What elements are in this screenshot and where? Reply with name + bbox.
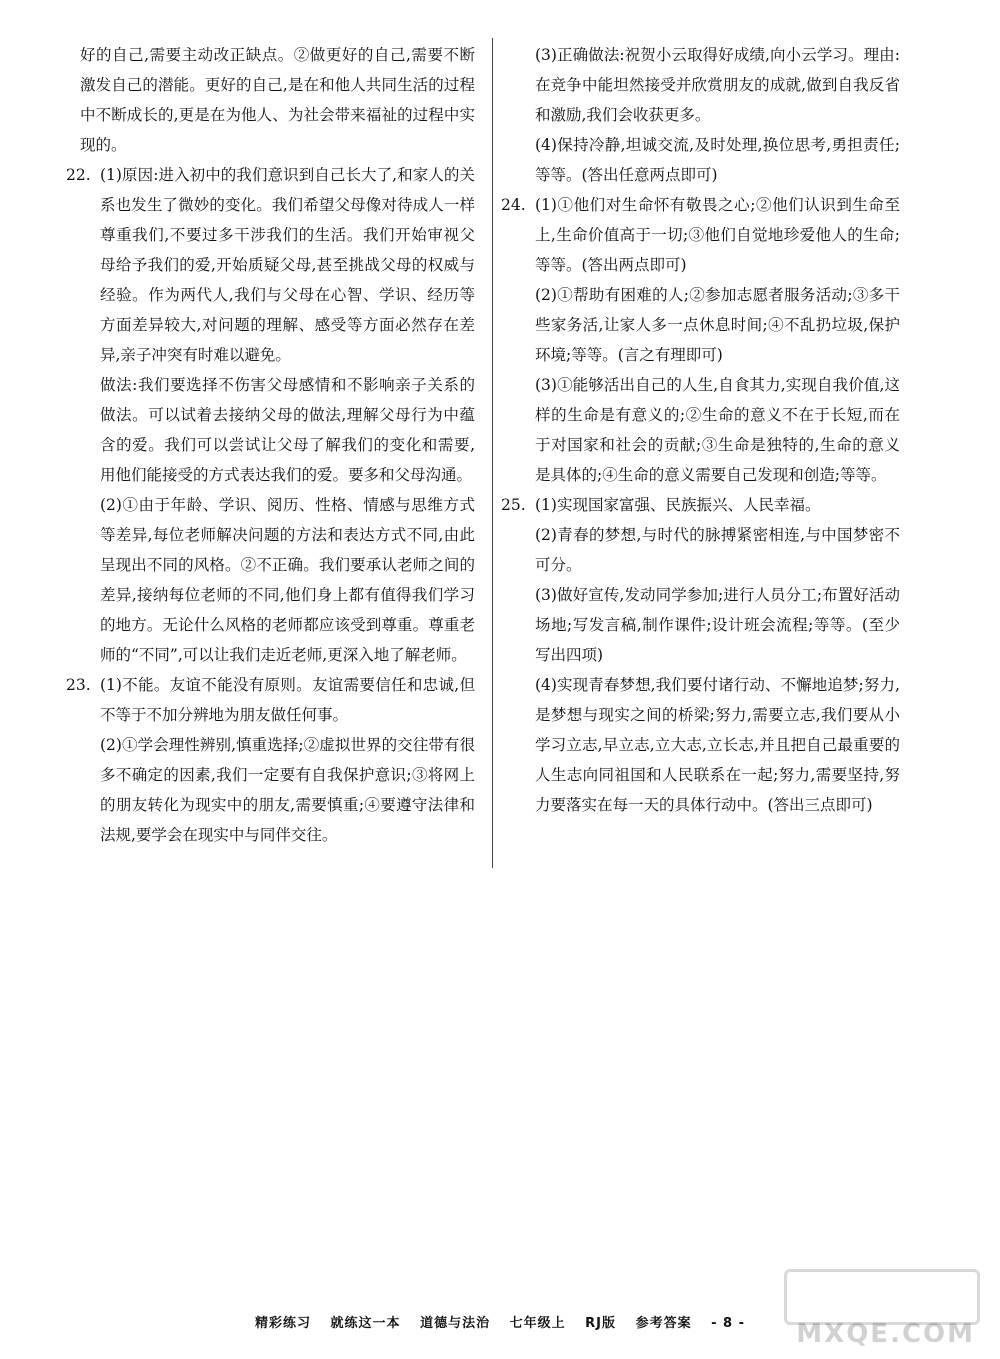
- answer-part-2: (2)①帮助有困难的人;②参加志愿者服务活动;③多干些家务活,让家人多一点休息时间;④不乱扔垃圾,保护环境;等等。(言之有理即可): [535, 286, 900, 364]
- footer-section: 参考答案: [635, 1316, 692, 1331]
- right-column: [501, 40, 900, 820]
- answer-part-1-method: 做法:我们要选择不伤害父母感情和不影响亲子关系的做法。可以试着去接纳父母的做法,理解父母行为中蕴含的爱。我们可以尝试让父母了解我们的变化和需要,用他们能接受的方式表达我们的爱。要多和父母沟通。: [100, 376, 475, 484]
- answer-part-1: (1)原因:进入初中的我们意识到自己长大了,和家人的关系也发生了微妙的变化。我们希望父母像对待成人一样尊重我们,不要过多干涉我们的生活。我们开始审视父母给予我们的爱,开始质疑父母,甚至挑战父母的权威与经验。作为两代人,我们与父母在心智、学识、经历等方面差异较大,对问题的理解、感受等方面必然存在差异,亲子冲突有时难以避免。: [100, 166, 475, 364]
- question-number: 23.: [66, 676, 91, 694]
- answer-part-1: (1)不能。友谊不能没有原则。友谊需要信任和忠诚,但不等于不加分辨地为朋友做任何事。: [100, 676, 475, 724]
- answer-part-4: (4)保持冷静,坦诚交流,及时处理,换位思考,勇担责任;等等。(答出任意两点即可): [535, 136, 900, 184]
- question-number: 25.: [501, 496, 526, 514]
- question-25: [501, 490, 900, 820]
- answer-part-1: (1)实现国家富强、民族振兴、人民幸福。: [535, 496, 821, 514]
- continuation-paragraph: 好的自己,需要主动改正缺点。②做更好的自己,需要不断激发自己的潜能。更好的自己,是在和他人共同生活的过程中不断成长的,更是在为他人、为社会带来福祉的过程中实现的。: [80, 46, 475, 154]
- watermark-text: MXQE.COM: [796, 1319, 975, 1349]
- answer-part-4: (4)实现青春梦想,我们要付诸行动、不懈地追梦;努力,是梦想与现实之间的桥梁;努力,需要立志,我们要从小学习立志,早立志,立大志,立长志,并且把自己最重要的人生志向同祖国和人民联系在一起;努力,需要坚持,努力要落实在每一天的具体行动中。(答出三点即可): [535, 676, 900, 814]
- question-24: [501, 190, 900, 490]
- page-number: - 8 -: [711, 1316, 745, 1331]
- answer-part-1: (1)①他们对生命怀有敬畏之心;②他们认识到生命至上,生命价值高于一切;③他们自觉地珍爱他人的生命;等等。(答出两点即可): [535, 196, 900, 274]
- answer-part-3: (3)正确做法:祝贺小云取得好成绩,向小云学习。理由:在竞争中能坦然接受并欣赏朋友的成就,做到自我反省和激励,我们会收获更多。: [535, 46, 900, 124]
- footer-series: 就练这一本: [330, 1316, 401, 1331]
- answer-part-2: (2)①由于年龄、学识、阅历、性格、情感与思维方式等差异,每位老师解决问题的方法和表达方式不同,由此呈现出不同的风格。②不正确。我们要承认老师之间的差异,接纳每位老师的不同,他们身上都有值得我们学习的地方。无论什么风格的老师都应该受到尊重。尊重老师的“不同”,可以让我们走近老师,更深入地了解老师。: [100, 496, 475, 664]
- question-number: 24.: [501, 196, 526, 214]
- answer-part-2: (2)①学会理性辨别,慎重选择;②虚拟世界的交往带有很多不确定的因素,我们一定要有自我保护意识;③将网上的朋友转化为现实中的朋友,需要慎重;④要遵守法律和法规,要学会在现实中与同伴交往。: [100, 736, 475, 844]
- footer-brand: 精彩练习: [254, 1316, 311, 1331]
- footer-grade: 七年级上: [509, 1316, 566, 1331]
- answer-part-3: (3)做好宣传,发动同学参加;进行人员分工;布置好活动场地;写发言稿,制作课件;设计班会流程;等等。(至少写出四项): [535, 586, 900, 664]
- answer-part-2: (2)青春的梦想,与时代的脉搏紧密相连,与中国梦密不可分。: [535, 526, 900, 574]
- question-number: 22.: [66, 166, 91, 184]
- left-column: [66, 40, 475, 850]
- watermark-logo: [790, 1269, 980, 1349]
- question-23: [66, 670, 475, 850]
- answer-part-3: (3)①能够活出自己的人生,自食其力,实现自我价值,这样的生命是有意义的;②生命的意义不在于长短,而在于对国家和社会的贡献;③生命是独特的,生命的意义是具体的;④生命的意义需要自己发现和创造;等等。: [535, 376, 900, 484]
- question-22: [66, 160, 475, 670]
- footer-edition: RJ版: [585, 1316, 617, 1331]
- watermark-frame: [784, 1269, 980, 1325]
- column-divider: [492, 38, 493, 868]
- footer-subject: 道德与法治: [420, 1316, 491, 1331]
